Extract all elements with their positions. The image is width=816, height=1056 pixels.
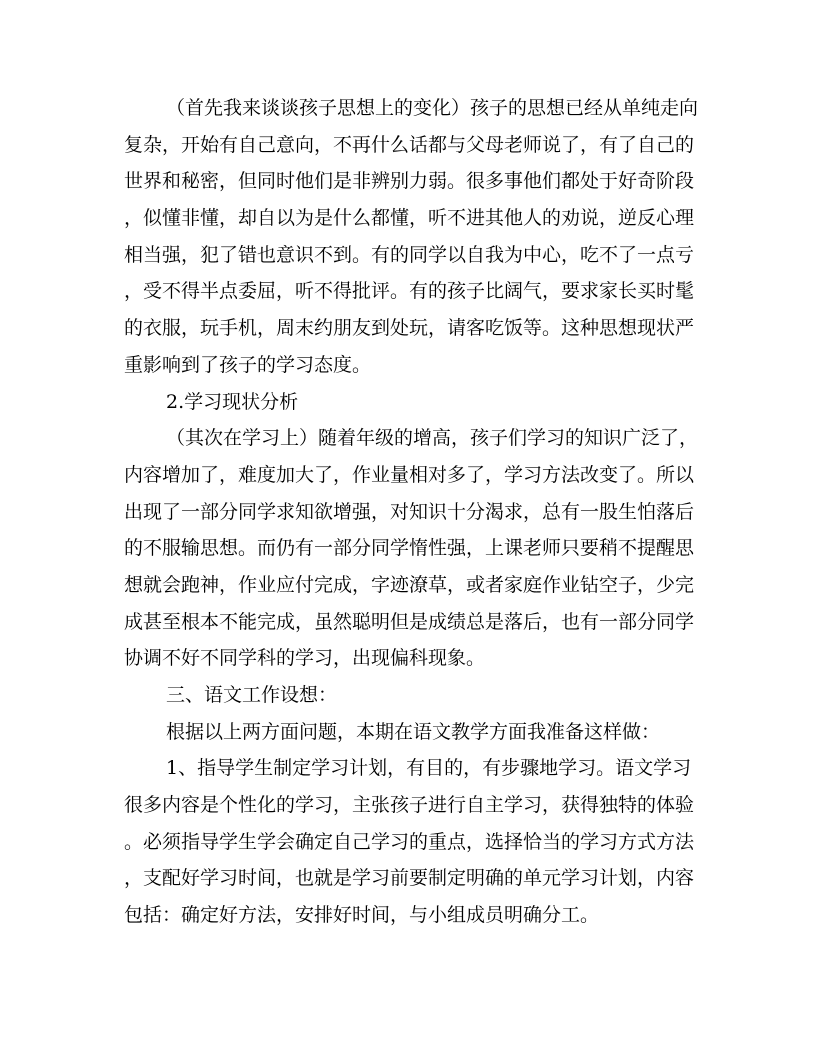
text-line: 1、指导学生制定学习计划，有目的，有步骤地学习。语文学习 xyxy=(166,757,692,780)
text-line: （其次在学习上）随着年级的增高，孩子们学习的知识广泛了， xyxy=(166,427,699,450)
paragraph-plan-item-1 xyxy=(124,750,704,933)
text-line: 包括：确定好方法，安排好时间，与小组成员明确分工。 xyxy=(124,904,600,927)
section-heading-study-analysis xyxy=(124,384,704,421)
text-line: ，支配好学习时间，也就是学习前要制定明确的单元学习计划，内容 xyxy=(124,867,695,890)
text-line: 成甚至根本不能完成，虽然聪明但是成绩总是落后，也有一部分同学 xyxy=(124,610,695,633)
text-line: （首先我来谈谈孩子思想上的变化）孩子的思想已经从单纯走向 xyxy=(166,97,699,119)
text-line: 根据以上两方面问题，本期在语文教学方面我准备这样做： xyxy=(166,720,661,743)
text-line: 出现了一部分同学求知欲增强，对知识十分渴求，总有一股生怕落后 xyxy=(124,500,695,523)
text-line: 很多内容是个性化的学习，主张孩子进行自主学习，获得独特的体验 xyxy=(124,794,695,817)
text-line: ，似懂非懂，却自以为是什么都懂，听不进其他人的劝说，逆反心理 xyxy=(124,207,695,230)
paragraph-thought-change xyxy=(124,90,704,384)
text-line: 复杂，开始有自己意向，不再什么话都与父母老师说了，有了自己的 xyxy=(124,133,695,156)
heading-text: 三、语文工作设想： xyxy=(166,684,338,706)
text-line: 相当强，犯了错也意识不到。有的同学以自我为中心，吃不了一点亏 xyxy=(124,243,695,266)
text-line: ，受不得半点委屈，听不得批评。有的孩子比阔气，要求家长买时髦 xyxy=(124,280,695,303)
text-line: 想就会跑神，作业应付完成，字迹潦草，或者家庭作业钻空子，少完 xyxy=(124,573,695,596)
text-line: 的衣服，玩手机，周末约朋友到处玩，请客吃饭等。这种思想现状严 xyxy=(124,317,695,340)
paragraph-study-status xyxy=(124,420,704,677)
document-body xyxy=(124,90,704,934)
paragraph-plan-intro xyxy=(124,714,704,751)
heading-text: 2.学习现状分析 xyxy=(166,390,299,413)
text-line: 世界和秘密，但同时他们是非辨别力弱。很多事他们都处于好奇阶段 xyxy=(124,170,695,193)
text-line: 重影响到了孩子的学习态度。 xyxy=(124,353,372,376)
text-line: 的不服输思想。而仍有一部分同学惰性强，上课老师只要稍不提醒思 xyxy=(124,537,695,560)
text-line: 内容增加了，难度加大了，作业量相对多了，学习方法改变了。所以 xyxy=(124,463,695,486)
section-heading-chinese-plan xyxy=(124,677,704,714)
text-line: 协调不好不同学科的学习，出现偏科现象。 xyxy=(124,647,486,670)
text-line: 。必须指导学生学会确定自己学习的重点，选择恰当的学习方式方法 xyxy=(124,830,695,853)
